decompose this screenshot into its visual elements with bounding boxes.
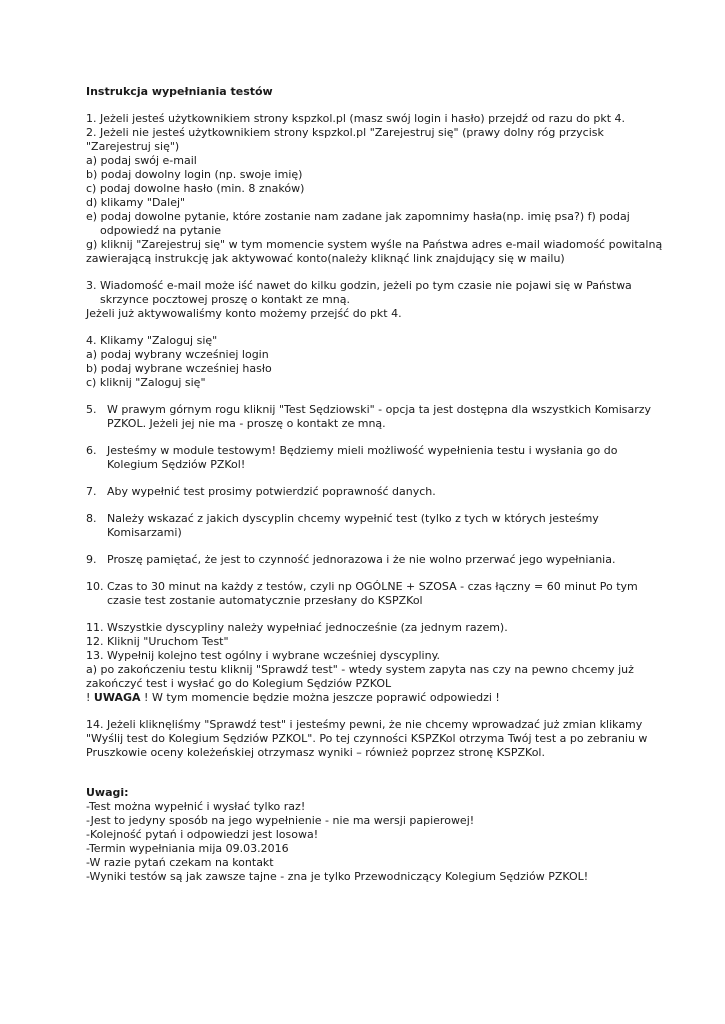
document-page <box>86 85 663 884</box>
step-6 <box>86 444 646 472</box>
step-text: PZKOL. Jeżeli jej nie ma - proszę o kontakt ze mną. <box>107 417 386 430</box>
warning-text: ! W tym momencie będzie można jeszcze poprawić odpowiedzi ! <box>140 691 500 704</box>
notes-section <box>86 786 646 884</box>
step-4-a: a) podaj wybrany wcześniej login <box>86 348 269 361</box>
step-number: 10. <box>86 580 104 593</box>
step-13-a-cont: zakończyć test i wysłać go do Kolegium Sędziów PZKOL <box>86 677 392 690</box>
step-5 <box>86 403 652 431</box>
step-9 <box>86 553 646 567</box>
step-2-a: a) podaj swój e-mail <box>86 154 197 167</box>
step-2-g: g) kliknij "Zarejestruj się" w tym momencie system wyśle na Państwa adres e-mail wiadomość powitalną <box>86 238 663 251</box>
warning-label: UWAGA <box>93 691 141 704</box>
step-text: Aby wypełnić test prosimy potwierdzić poprawność danych. <box>107 485 436 498</box>
step-2-e: e) podaj dowolne pytanie, które zostanie nam zadane jak zapomnimy hasła(np. imię psa?) f) podaj <box>86 210 630 223</box>
step-2-line: "Zarejestruj się") <box>86 140 180 153</box>
step-12: 12. Kliknij "Uruchom Test" <box>86 635 229 648</box>
step-2 <box>86 126 663 266</box>
warning-prefix: ! <box>86 691 94 704</box>
step-4-b: b) podaj wybrane wcześniej hasło <box>86 362 272 375</box>
note-item: -Jest to jedyny sposób na jego wypełnienie - nie ma wersji papierowej! <box>86 814 475 827</box>
step-3-line: skrzynce pocztowej proszę o kontakt ze mną. <box>100 293 350 306</box>
step-13-a: a) po zakończeniu testu kliknij "Sprawdź test" - wtedy system zapyta nas czy na pewno chcemy już <box>86 663 634 676</box>
note-item: -Wyniki testów są jak zawsze tajne - zna je tylko Przewodniczący Kolegium Sędziów PZKOL! <box>86 870 589 883</box>
step-11: 11. Wszystkie dyscypliny należy wypełniać jednocześnie (za jednym razem). <box>86 621 508 634</box>
step-4 <box>86 334 646 390</box>
note-item: -W razie pytań czekam na kontakt <box>86 856 274 869</box>
step-number: 5. <box>86 403 97 416</box>
step-text: czasie test zostanie automatycznie przesłany do KSPZKol <box>107 594 423 607</box>
step-2-line: 2. Jeżeli nie jesteś użytkownikiem strony kspzkol.pl "Zarejestruj się" (prawy dolny róg przycisk <box>86 126 604 139</box>
step-4-c: c) kliknij "Zaloguj się" <box>86 376 206 389</box>
step-3-line: 3. Wiadomość e-mail może iść nawet do kilku godzin, jeżeli po tym czasie nie pojawi się w Państwa <box>86 279 632 292</box>
warning-line <box>86 691 646 705</box>
step-text: Proszę pamiętać, że jest to czynność jednorazowa i że nie wolno przerwać jego wypełniania. <box>107 553 616 566</box>
step-2-g-cont: zawierającą instrukcję jak aktywować konto(należy kliknąć link znajdujący się w mailu) <box>86 252 565 265</box>
step-text: W prawym górnym rogu kliknij "Test Sędziowski" - opcja ta jest dostępna dla wszystkich Komisarzy <box>107 403 652 416</box>
step-text: Komisarzami) <box>107 526 182 539</box>
step-3-line: Jeżeli już aktywowaliśmy konto możemy przejść do pkt 4. <box>86 307 402 320</box>
step-14-line: "Wyślij test do Kolegium Sędziów PZKOL". Po tej czynności KSPZKol otrzyma Twój test a po zebraniu w <box>86 732 648 745</box>
step-10 <box>86 580 646 608</box>
step-2-d: d) klikamy "Dalej" <box>86 196 186 209</box>
step-text: Jesteśmy w module testowym! Będziemy mieli możliwość wypełnienia testu i wysłania go do <box>107 444 618 457</box>
step-number: 9. <box>86 553 97 566</box>
notes-heading: Uwagi: <box>86 786 129 799</box>
step-text: Należy wskazać z jakich dyscyplin chcemy wypełnić test (tylko z tych w których jesteśmy <box>107 512 599 525</box>
step-8 <box>86 512 646 540</box>
step-2-b: b) podaj dowolny login (np. swoje imię) <box>86 168 303 181</box>
step-2-c: c) podaj dowolne hasło (min. 8 znaków) <box>86 182 305 195</box>
step-number: 8. <box>86 512 97 525</box>
step-14-line: 14. Jeżeli kliknęliśmy "Sprawdź test" i jesteśmy pewni, że nie chcemy wprowadzać już zmian klikamy <box>86 718 643 731</box>
step-13-line: 13. Wypełnij kolejno test ogólny i wybrane wcześniej dyscypliny. <box>86 649 441 662</box>
step-1: 1. Jeżeli jesteś użytkownikiem strony kspzkol.pl (masz swój login i hasło) przejdź od razu do pkt 4. <box>86 112 626 125</box>
note-item: -Test można wypełnić i wysłać tylko raz! <box>86 800 306 813</box>
step-14 <box>86 718 646 760</box>
step-number: 6. <box>86 444 97 457</box>
note-item: -Termin wypełniania mija 09.03.2016 <box>86 842 289 855</box>
step-text: Czas to 30 minut na każdy z testów, czyli np OGÓLNE + SZOSA - czas łączny = 60 minut Po tym <box>107 580 638 593</box>
step-4-line: 4. Klikamy "Zaloguj się" <box>86 334 218 347</box>
step-7 <box>86 485 646 499</box>
step-14-line: Pruszkowie oceny koleżeńskiej otrzymasz wyniki – również poprzez stronę KSPZKol. <box>86 746 545 759</box>
step-3 <box>86 279 646 321</box>
step-text: Kolegium Sędziów PZKol! <box>107 458 246 471</box>
step-13 <box>86 649 646 705</box>
document-title: Instrukcja wypełniania testów <box>86 85 273 98</box>
note-item: -Kolejność pytań i odpowiedzi jest losowa! <box>86 828 319 841</box>
step-number: 7. <box>86 485 97 498</box>
step-2-e-cont: odpowiedź na pytanie <box>100 224 222 237</box>
